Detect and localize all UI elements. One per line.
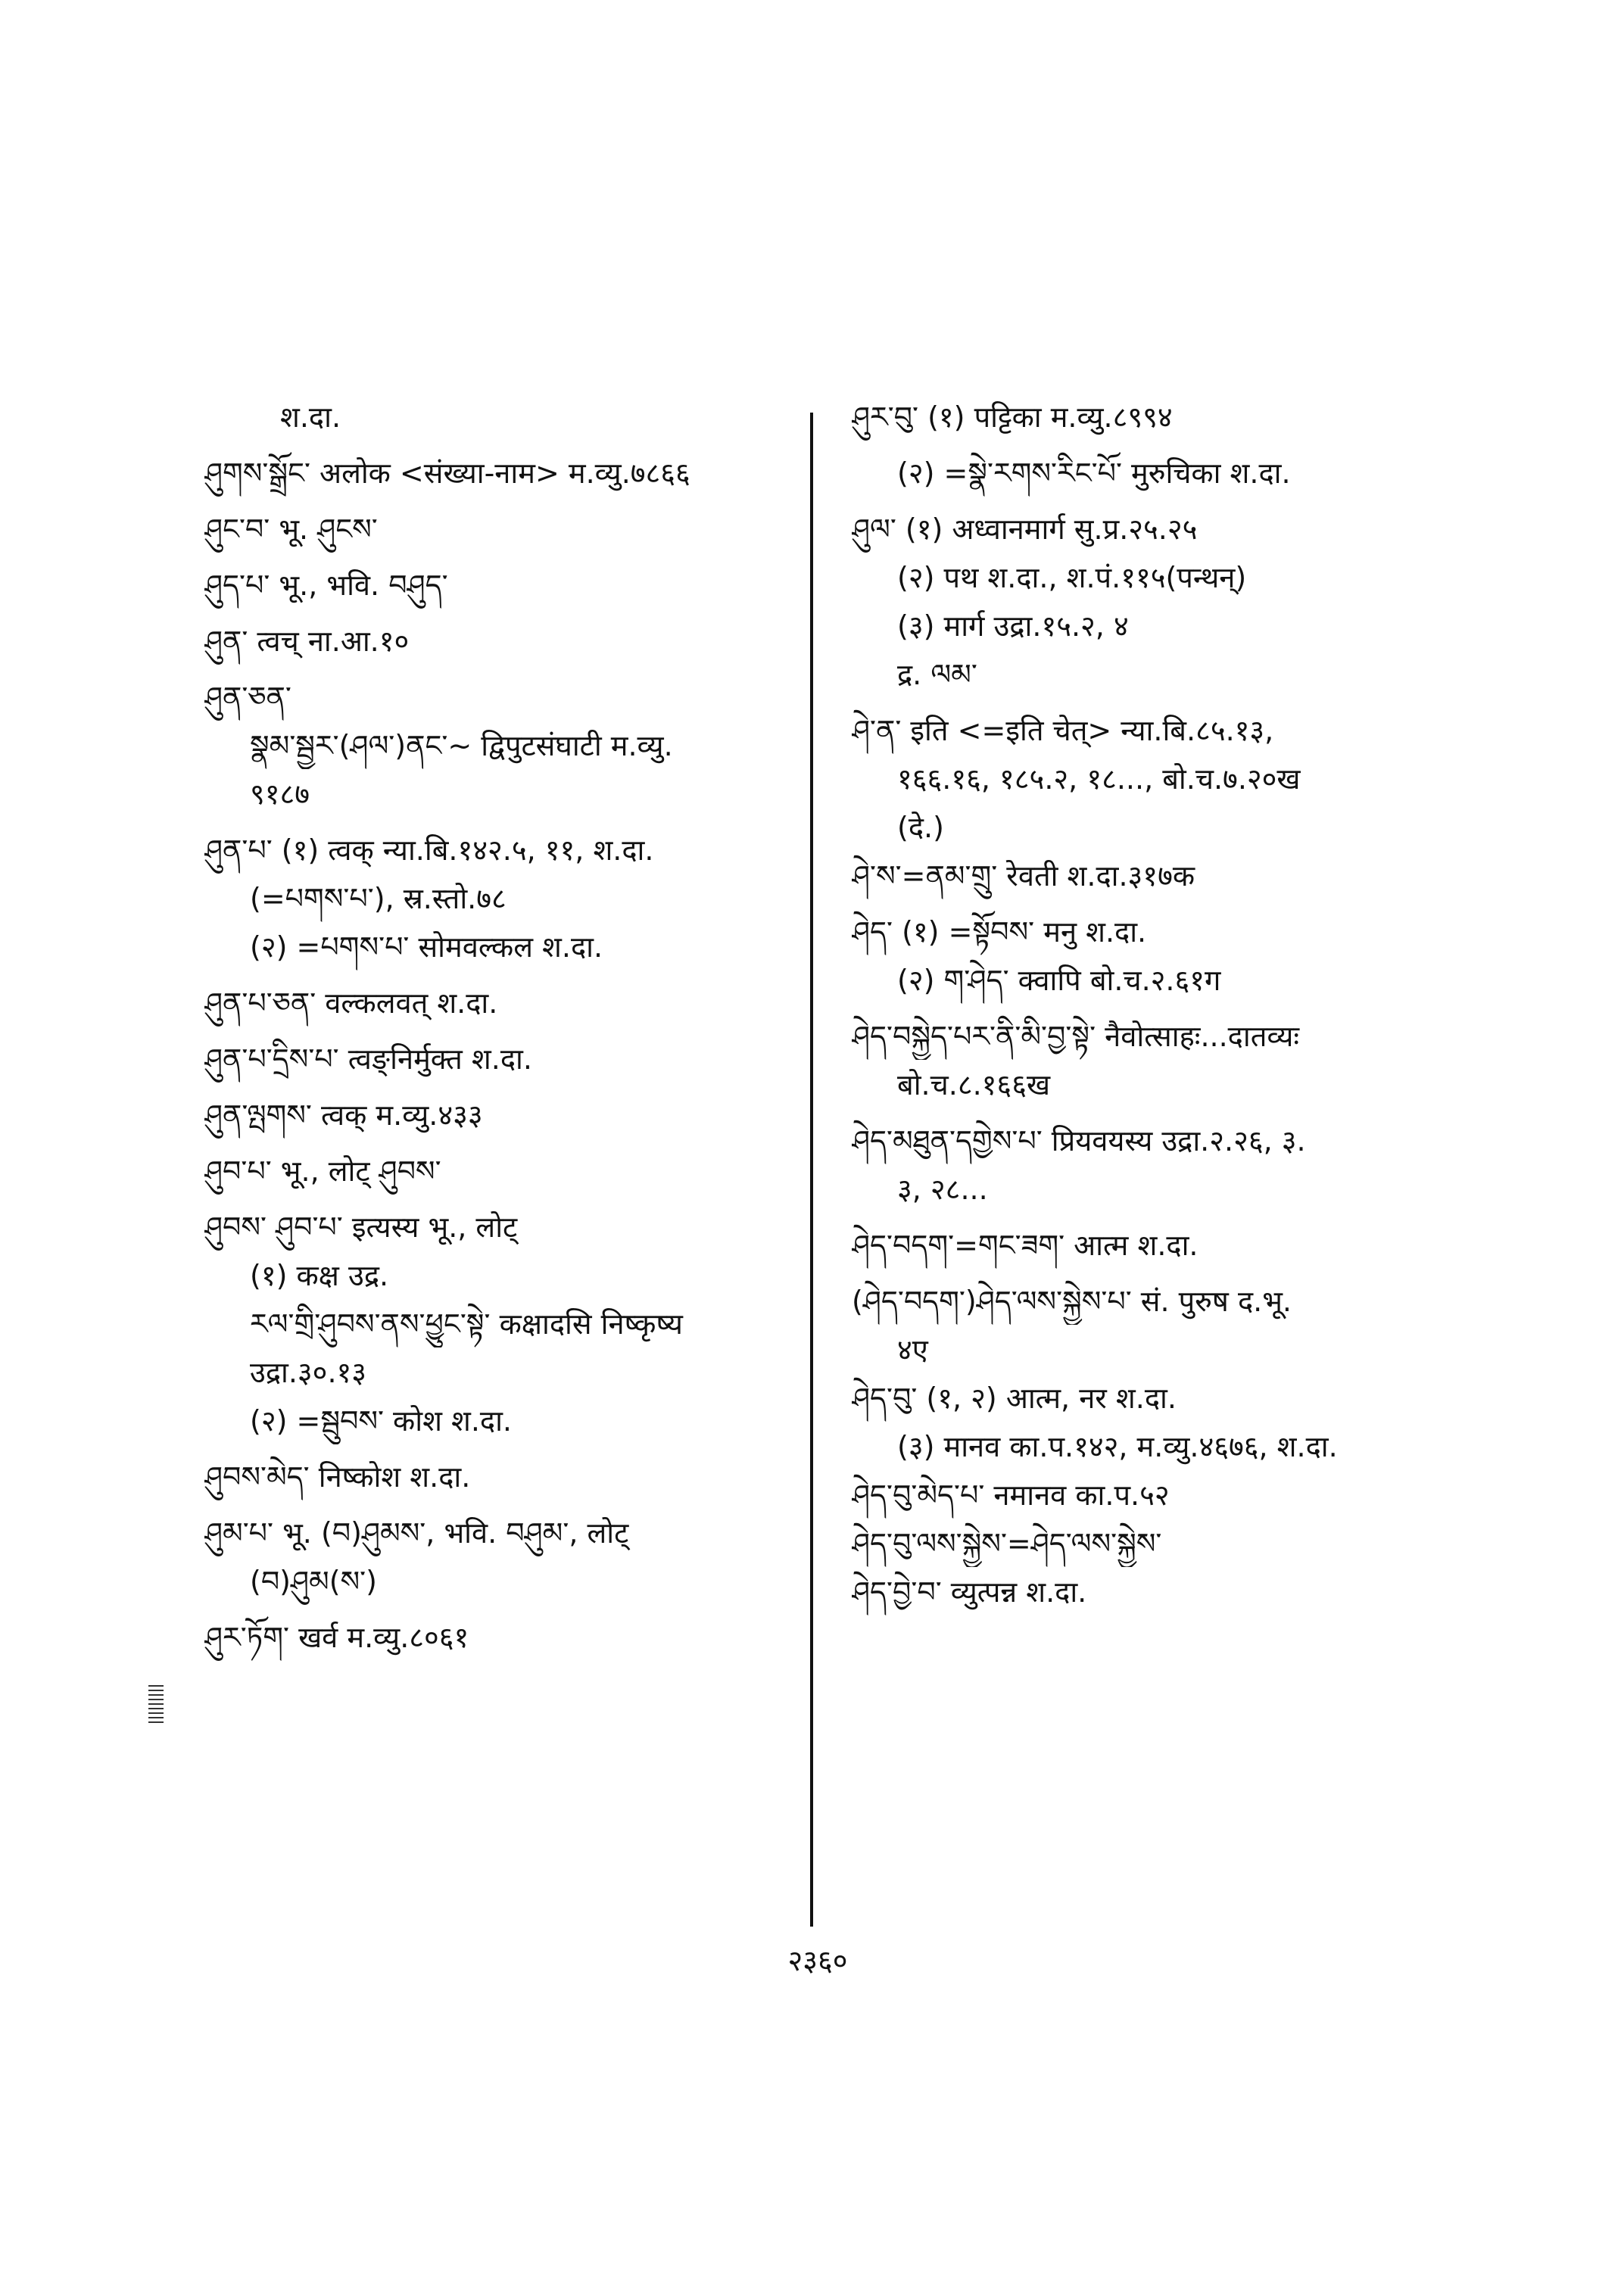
entry-line: ཤེད་བུ་ལས་སྐྱེས་=ཤེད་ལས་སྐྱེས་ (852, 1527, 1162, 1560)
entry-line: ཤེད་བུ་མེད་པ་ नमानव का.प.५२ (852, 1478, 1170, 1512)
entry-line: ཤེད་ (१) =སྟོབས་ मनु श.दा. (852, 915, 1147, 949)
entry-line: ཤེད་བྱེ་བ་ व्युत्पन्न श.दा. (852, 1575, 1087, 1609)
entry-line: ཤེད་བདག་=གང་ཟག་ आत्म श.दा. (852, 1229, 1199, 1262)
entry-line: (=པགས་པ་), स्र.स्तो.७८ (250, 882, 507, 915)
entry-line: १६६.१६, १८५.२, १८..., बो.च.७.२०ख (897, 762, 1301, 796)
entry-line: ཤུར་བུ་ (१) पट्टिका म.व्यु.८९९४ (852, 400, 1173, 434)
page-number: २३६० (787, 1944, 848, 1977)
entry-line: ཤུན་པ་ཅན་ वल्कलवत् श.दा. (204, 986, 498, 1020)
entry-line: बो.च.८.१६६ख (897, 1068, 1051, 1101)
entry-line: (२) =སྣེ་རགས་རིང་པོ་ मुरुचिका श.दा. (897, 456, 1291, 490)
column-divider (810, 413, 813, 1927)
entry-line: (२) =པགས་པ་ सोमवल्कल श.दा. (250, 930, 603, 964)
entry-line: द्र. ལམ་ (897, 658, 977, 691)
margin-mark (148, 1685, 164, 1724)
entry-line: ३, २८... (897, 1173, 988, 1206)
entry-line: (दे.) (897, 811, 944, 844)
entry-line: (२) पथ श.दा., श.पं.११५(पन्थन्) (897, 561, 1247, 594)
entry-line: (३) मार्ग उद्रा.१५.२, ४ (897, 609, 1129, 643)
entry-line: ཤེད་བུ་ (१, २) आत्म, नर श.दा. (852, 1382, 1177, 1415)
entry-line: उद्रा.३०.१३ (250, 1356, 367, 1389)
left-column (204, 394, 803, 1662)
entry-line: ४ए (897, 1333, 928, 1366)
entry-line: ཤུན་པ་དྲིས་པ་ त्वङ्निर्मुक्त श.दा. (204, 1042, 532, 1076)
entry-line: श.दा. (280, 400, 341, 434)
entry-line: ཤུམ་པ་ भू. (བ)ཤུམས་, भवि. བཤུམ་, लोट् (204, 1516, 629, 1550)
entry-line: ཤུལ་ (१) अध्वानमार्ग सु.प्र.२५.२५ (852, 512, 1198, 546)
entry-line: ཤུན་ཅན་ (204, 681, 291, 714)
entry-line: (२) ག་ཤེད་ क्वापि बो.च.२.६१ग (897, 964, 1221, 997)
entry-line: (१) कक्ष उद्र. (250, 1259, 389, 1292)
entry-line: ཤུང་བ་ भू. ཤུངས་ (204, 512, 378, 546)
entry-line: ९१८७ (250, 777, 310, 811)
entry-line: ཤུབས་མེད་ निष्कोश श.दा. (204, 1460, 471, 1494)
entry-line: ཤུན་པ་ (१) त्वक् न्या.बि.१४२.५, ११, श.दा. (204, 833, 654, 867)
entry-line: (བ)ཤུམ(ས་) (250, 1565, 377, 1598)
entry-line: སྣམ་སྦྱར་(ཤལ་)ནང་~ द्विपुटसंघाटी म.व्यु. (250, 729, 673, 762)
entry-line: ཤུད་པ་ भू., भवि. བཤུད་ (204, 569, 448, 602)
entry-line: ཤེད་མཐུན་དགྱེས་པ་ प्रियवयस्य उद्रा.२.२६, ३. (852, 1124, 1306, 1157)
entry-line: ཤེ་ན་ इति <=इति चेत्> न्या.बि.८५.१३, (852, 714, 1274, 747)
entry-line: ཤུགས་སྒྲོང་ अलोक <संख्या-नाम> म.व्यु.७८६६ (204, 456, 690, 490)
entry-line: ཤུར་ཏོག་ खर्व म.व्यु.८०६१ (204, 1621, 469, 1654)
entry-line: ཤུབ་པ་ भू., लोट् ཤུབས་ (204, 1154, 441, 1188)
entry-line: (३) मानव का.प.१४२, म.व्यु.४६७६, श.दा. (897, 1430, 1338, 1463)
entry-line: (ཤེད་བདག་)ཤེད་ལས་སྐྱེས་པ་ सं. पुरुष द.भू. (852, 1285, 1292, 1318)
entry-line: ཤུན་ལྤགས་ त्वक् म.व्यु.४३३ (204, 1098, 483, 1132)
entry-line: ཤུན་ त्वच् ना.आ.१० (204, 625, 410, 658)
right-column (852, 394, 1473, 1617)
entry-line: ཤུབས་ ཤུབ་པ་ इत्यस्य भू., लोट् (204, 1210, 518, 1244)
entry-line: ཤེད་བསྐྱེད་པར་ནི་མི་བྱ་སྟེ་ नैवोत्साहः...दातव्यः (852, 1020, 1300, 1053)
entry-line: རལ་གྲི་ཤུབས་ནས་ཕྱུང་སྟེ་ कक्षादसि निष्कृष्य (250, 1307, 683, 1341)
entry-line: ཤེ་ས་=ནམ་གྲུ་ रेवती श.दा.३१७क (852, 859, 1195, 893)
entry-line: (२) =སྦུབས་ कोश श.दा. (250, 1404, 513, 1438)
